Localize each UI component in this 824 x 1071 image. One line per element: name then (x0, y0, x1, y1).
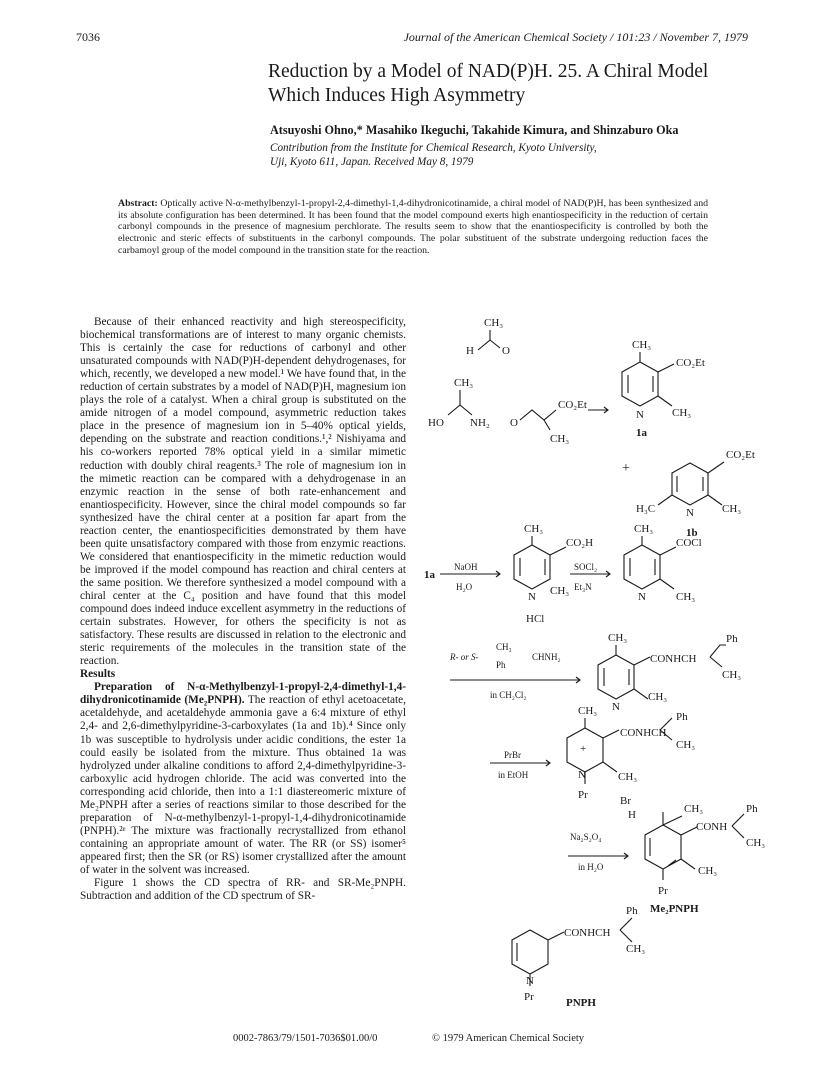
cd-spectra-paragraph: Figure 1 shows the CD spectra of RR- and SR-Me₂PNPH. Subtraction and addition of the CD spectrum of SR- (80, 877, 406, 903)
amine-chnh2-label: CHNH₂ (532, 652, 561, 662)
article-title: Reduction by a Model of NAD(P)H. 25. A Chiral Model Which Induces High Asymmetry (268, 61, 709, 106)
journal-running-header: Journal of the American Chemical Society / 101:23 / November 7, 1979 (403, 30, 748, 44)
me2pnph-ch3-3-label: CH₃ (698, 865, 718, 877)
affiliation-line-2: Uji, Kyoto 611, Japan. Received May 8, 1979 (270, 156, 474, 168)
acyl-chloride-ch3-2-label: CH₃ (676, 591, 696, 603)
amide-ch3-3-label: CH₃ (648, 691, 668, 703)
pyridinium-pr-label: Pr (578, 789, 588, 801)
ester-1b-co2et-label: CO₂Et (726, 449, 755, 461)
plus-sign: + (622, 461, 630, 476)
ester-1a-co2et-label: CO₂Et (676, 357, 705, 369)
solvent-ch2cl2: in CH₂Cl₂ (490, 690, 527, 700)
synthesis-scheme (420, 300, 800, 1020)
acetaldehyde-h-label: H (466, 345, 474, 357)
pnph-ch3-label: CH₃ (626, 943, 646, 955)
solvent-h2o: in H₂O (578, 862, 604, 872)
intro-paragraph: Because of their enhanced reactivity and high stereospecificity, biochemical transformations are of interest to many organic chemists. This is certainly the case for reductions of carbonyl and other unsaturated compounds with NAD(P)H-dependent dehydrogenases, for which, recently, we developed a new model.¹ We have found that, in the reduction of certain substrates by a model of NAD(P)H, magnesium ion plays the role of a catalyst. When a chiral group is substituted on the amide nitrogen of a model compound, asymmetric reduction takes place in the presence of magnesium ion in 5–40% optical yields, depending on the substrate and reaction conditions.¹,² Nishiyama and his co-workers reported 78% optical yield in a similar mimetic reduction with doubly chiral reagents.³ The role of magnesium ion in the mimetic reaction can be compared with a dehydrogenase in an enzymic reaction in the sense of both rate-enhancement and enantiospecificity. However, since the chiral model compounds so far synthesized have the chiral center at a position far apart from the reaction center, the enantiospecificities demonstrated by them have been quite unsatisfactory compared with those from enzymic reactions. We considered that enantiospecificity in the mimetic reduction would be improved if the model compound has reaction and chiral centers at the same position. We therefore synthesized a model compound with a chiral center at the C₄ position and have found that this model compound does indeed induce excellent asymmetry in the reductions of certain substrates. However, for others the specificity is not as satisfactory. These results are discussed in relation to the electronic and steric requirements of the molecules in the transition state of the reaction. (80, 316, 406, 668)
reagent-h2o: H₂O (456, 582, 473, 592)
footer-code: 0002-7863/79/1501-7036$01.00/0 (233, 1033, 378, 1044)
acid-n-label: N (528, 591, 536, 603)
ester-1a-ch3-2-label: CH₃ (672, 407, 692, 419)
pnph-pr-label: Pr (524, 991, 534, 1003)
aldammonia-ho-label: HO (428, 417, 444, 429)
acid-ch3-2-label: CH₃ (550, 585, 570, 597)
aldammonia-nh2-label: NH₂ (470, 417, 490, 429)
reagent-r-or-s: R- or S- (450, 652, 479, 662)
abstract-label: Abstract: (118, 198, 158, 209)
me2pnph-conh-label: CONH (696, 821, 728, 833)
ester-1a-n-label: N (636, 409, 644, 421)
acyl-chloride-ch3-label: CH₃ (634, 523, 654, 535)
acid-hcl-label: HCl (526, 613, 545, 625)
ester-1b-n-label: N (686, 507, 694, 519)
reagent-na2s2o4: Na₂S₂O₄ (570, 832, 602, 842)
reagent-naoh: NaOH (454, 562, 478, 572)
page-number: 7036 (76, 30, 100, 44)
acyl-chloride-cocl-label: COCl (676, 537, 702, 549)
pyridinium-n-label: N (578, 769, 586, 781)
pnph-conhch-label: CONHCH (564, 927, 611, 939)
pyridinium-plus: + (580, 743, 587, 755)
bromide-label: Br (620, 795, 631, 807)
amide-ch3-label: CH₃ (608, 632, 628, 644)
amide-n-label: N (612, 701, 620, 713)
ester-1a-ch3-label: CH₃ (632, 339, 652, 351)
pyridinium-ch3-3-label: CH₃ (618, 771, 638, 783)
body-column (80, 316, 406, 903)
reagent-socl2: SOCl₂ (574, 562, 598, 572)
ester-1b-ch3-label: CH₃ (722, 503, 742, 515)
solvent-etoh: in EtOH (498, 770, 529, 780)
acid-co2h-label: CO₂H (566, 537, 594, 549)
abstract-text: Optically active N-α-methylbenzyl-1-propyl-2,4-dimethyl-1,4-dihydronicotinamide, a chiral model of NAD(P)H, has been synthesized and its absolute configuration has been determined. It has been found that the model compound exerts high enantiospecificity in the reduction of certain carbonyl compounds in the presence of magnesium perchlorate. The results seem to show that the enantiospecificity is controlled by both the electronic and steric effects of substituents in the carbonyl compounds. The polar substituent of the substrate undergoing reduction faces the carbamoyl group of the model compound in the transition state for the reaction. (118, 198, 708, 256)
amine-ch3-label: CH₃ (496, 642, 512, 652)
pnph-n-label: N (526, 975, 534, 987)
pnph-ph-label: Ph (626, 905, 638, 917)
abstract (118, 198, 708, 257)
amide-conhch-label: CONHCH (650, 653, 697, 665)
reagent-et3n: Et₃N (574, 582, 592, 592)
pyridinium-ph-label: Ph (676, 711, 688, 723)
compound-1b-label: 1b (686, 527, 698, 539)
acetaldehyde-o-label: O (502, 345, 510, 357)
acyl-chloride-n-label: N (638, 591, 646, 603)
results-heading: Results (80, 668, 116, 681)
footer-copyright: © 1979 American Chemical Society (432, 1033, 585, 1044)
reagent-prbr: PrBr (504, 750, 522, 760)
label-1a-start: 1a (424, 569, 435, 581)
preparation-text: The reaction of ethyl acetoacetate, acetaldehyde, and acetaldehyde ammonia gave a 6:4 mixture of ethyl 2,4- and 2,6-dimethylpyridine-3-carboxylates (1a and 1b).⁴ Since only 1b was susceptible to hydrolysis under acidic conditions, the ester 1a could easily be isolated from the mixture. Thus obtained 1a was hydrolyzed under alkaline conditions to afford 2,4-dimethylpyridine-3-carboxylic acid hydrogen chloride. The acid was converted into the corresponding acid chloride, then into a 1:1 diastereomeric mixture of Me₂PNPH after a series of reactions similar to those described for the preparation of N-α-methylbenzyl-1-propyl-1,4-dihydronicotinamide (PNPH).²ᵉ The mixture was fractionally recrystallized from ethanol containing an appropriate amount of water. The RR (or SS) isomer⁵ appeared first; then the SR (or RS) isomer crystallized after the amount of water in the solvent was increased. (80, 694, 407, 876)
pyridinium-ch3-2-label: CH₃ (676, 739, 696, 751)
acetoacetate-ch3-label: CH₃ (550, 433, 570, 445)
author-list: Atsuyoshi Ohno,* Masahiko Ikeguchi, Takahide Kimura, and Shinzaburo Oka (270, 123, 679, 137)
acetoacetate-co2et-label: CO₂Et (558, 399, 587, 411)
me2pnph-ph-label: Ph (746, 803, 758, 815)
me2pnph-h-label: H (628, 809, 636, 821)
aldammonia-ch3-label: CH₃ (454, 377, 474, 389)
me2pnph-pr-label: Pr (658, 885, 668, 897)
me2pnph-compound-label: Me₂PNPH (650, 903, 699, 915)
pnph-compound-label: PNPH (566, 997, 596, 1009)
me2pnph-ch3-label: CH₃ (684, 803, 704, 815)
preparation-heading: Preparation of N-α-Methylbenzyl-1-propyl-2,4-dimethyl-1,4-dihydronicotinamide (Me₂PNPH). (80, 681, 406, 707)
acetaldehyde-ch3-label: CH₃ (484, 317, 504, 329)
pyridinium-conhch-label: CONHCH (620, 727, 667, 739)
compound-1a-label: 1a (636, 427, 647, 439)
pyridinium-ch3-label: CH₃ (578, 705, 598, 717)
amide-ch3-2-label: CH₃ (722, 669, 742, 681)
acid-ch3-label: CH₃ (524, 523, 544, 535)
affiliation-line-1: Contribution from the Institute for Chemical Research, Kyoto University, (270, 142, 597, 154)
amide-ph-label: Ph (726, 633, 738, 645)
ester-1b-h3c-label: H₃C (636, 503, 656, 515)
amine-ph-label: Ph (496, 660, 506, 670)
preparation-paragraph (80, 681, 406, 877)
affiliation (270, 141, 690, 169)
me2pnph-ch3-2-label: CH₃ (746, 837, 766, 849)
acetoacetate-o-label: O (510, 417, 518, 429)
